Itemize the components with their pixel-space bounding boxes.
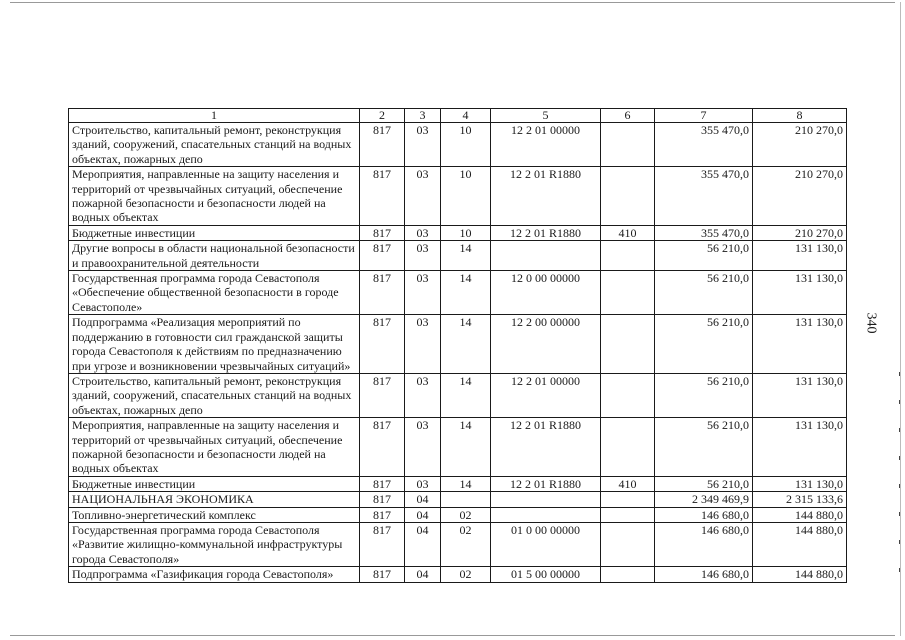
cell-amount-year2: 131 130,0	[753, 418, 847, 477]
cell-amount-year2: 131 130,0	[753, 271, 847, 315]
column-header: 4	[441, 109, 491, 123]
cell-amount-year2: 210 270,0	[753, 123, 847, 167]
cell-expense-type	[601, 567, 655, 582]
cell-ministry-code: 817	[360, 225, 405, 240]
cell-target-article: 12 2 01 R1880	[491, 225, 601, 240]
cell-section: 04	[405, 522, 441, 566]
cell-target-article	[491, 241, 601, 271]
cell-section: 04	[405, 507, 441, 522]
cell-amount-year2: 210 270,0	[753, 225, 847, 240]
cell-name: Подпрограмма «Газификация города Севастополя»	[69, 567, 360, 582]
cell-expense-type	[601, 241, 655, 271]
cell-expense-type	[601, 271, 655, 315]
cell-amount-year2: 131 130,0	[753, 241, 847, 271]
cell-amount-year1: 146 680,0	[655, 567, 753, 582]
cell-subsection: 14	[441, 271, 491, 315]
cell-expense-type: 410	[601, 476, 655, 491]
cell-amount-year2: 131 130,0	[753, 476, 847, 491]
page-number: 340	[863, 312, 879, 334]
cell-target-article	[491, 507, 601, 522]
cell-section: 03	[405, 476, 441, 491]
cell-amount-year1: 146 680,0	[655, 507, 753, 522]
cell-ministry-code: 817	[360, 522, 405, 566]
scan-mark	[899, 484, 900, 488]
cell-subsection: 10	[441, 225, 491, 240]
scan-edge-right	[900, 2, 901, 636]
cell-name: Строительство, капитальный ремонт, реконструкция зданий, сооружений, спасательных станций на водных объектах, пожарных депо	[69, 123, 360, 167]
cell-subsection: 14	[441, 476, 491, 491]
cell-expense-type	[601, 418, 655, 477]
scan-edge-bottom	[10, 635, 895, 636]
cell-target-article: 12 2 01 00000	[491, 373, 601, 417]
budget-table	[68, 108, 847, 583]
cell-amount-year1: 56 210,0	[655, 271, 753, 315]
cell-expense-type	[601, 492, 655, 507]
cell-target-article: 12 2 01 R1880	[491, 418, 601, 477]
scan-mark	[899, 456, 900, 460]
cell-ministry-code: 817	[360, 567, 405, 582]
cell-amount-year1: 56 210,0	[655, 476, 753, 491]
cell-name: Мероприятия, направленные на защиту населения и территорий от чрезвычайных ситуаций, обеспечение пожарной безопасности и безопасности людей на водных объектах	[69, 418, 360, 477]
scan-mark	[899, 512, 900, 516]
cell-amount-year1: 56 210,0	[655, 418, 753, 477]
cell-amount-year1: 355 470,0	[655, 123, 753, 167]
cell-ministry-code: 817	[360, 315, 405, 374]
cell-ministry-code: 817	[360, 476, 405, 491]
cell-amount-year2: 210 270,0	[753, 167, 847, 226]
cell-subsection	[441, 492, 491, 507]
cell-ministry-code: 817	[360, 167, 405, 226]
cell-section: 04	[405, 492, 441, 507]
cell-amount-year1: 56 210,0	[655, 241, 753, 271]
cell-section: 03	[405, 315, 441, 374]
cell-section: 03	[405, 373, 441, 417]
cell-amount-year2: 131 130,0	[753, 373, 847, 417]
cell-ministry-code: 817	[360, 418, 405, 477]
scan-edge-top	[10, 2, 895, 3]
scan-mark	[899, 400, 900, 404]
table-row	[69, 315, 847, 374]
cell-subsection: 14	[441, 241, 491, 271]
cell-ministry-code: 817	[360, 241, 405, 271]
table-row	[69, 123, 847, 167]
cell-subsection: 14	[441, 373, 491, 417]
table-row	[69, 492, 847, 507]
cell-name: Мероприятия, направленные на защиту населения и территорий от чрезвычайных ситуаций, обеспечение пожарной безопасности и безопасности людей на водных объектах	[69, 167, 360, 226]
cell-amount-year2: 2 315 133,6	[753, 492, 847, 507]
column-header: 6	[601, 109, 655, 123]
cell-target-article: 01 5 00 00000	[491, 567, 601, 582]
cell-subsection: 10	[441, 123, 491, 167]
cell-subsection: 14	[441, 315, 491, 374]
column-header: 3	[405, 109, 441, 123]
cell-name: Топливно-энергетический комплекс	[69, 507, 360, 522]
cell-subsection: 02	[441, 522, 491, 566]
cell-section: 03	[405, 123, 441, 167]
cell-target-article: 12 2 01 R1880	[491, 167, 601, 226]
cell-expense-type	[601, 167, 655, 226]
cell-name: Строительство, капитальный ремонт, реконструкция зданий, сооружений, спасательных станций на водных объектах, пожарных депо	[69, 373, 360, 417]
scan-mark	[899, 540, 900, 544]
cell-name: Государственная программа города Севастополя «Обеспечение общественной безопасности в городе Севастополе»	[69, 271, 360, 315]
cell-expense-type	[601, 522, 655, 566]
cell-section: 03	[405, 225, 441, 240]
cell-amount-year2: 144 880,0	[753, 567, 847, 582]
column-header: 2	[360, 109, 405, 123]
cell-target-article: 12 2 00 00000	[491, 315, 601, 374]
cell-subsection: 02	[441, 567, 491, 582]
table-row	[69, 225, 847, 240]
table-row	[69, 522, 847, 566]
cell-target-article: 01 0 00 00000	[491, 522, 601, 566]
cell-subsection: 10	[441, 167, 491, 226]
cell-expense-type	[601, 373, 655, 417]
cell-ministry-code: 817	[360, 507, 405, 522]
cell-ministry-code: 817	[360, 492, 405, 507]
column-header: 8	[753, 109, 847, 123]
cell-target-article: 12 0 00 00000	[491, 271, 601, 315]
cell-name: НАЦИОНАЛЬНАЯ ЭКОНОМИКА	[69, 492, 360, 507]
table-row	[69, 476, 847, 491]
cell-amount-year1: 56 210,0	[655, 373, 753, 417]
table-row	[69, 271, 847, 315]
cell-name: Подпрограмма «Реализация мероприятий по поддержанию в готовности сил гражданской защиты города Севастополя к действиям по предназначению при угрозе и возникновении чрезвычайных ситуаций»	[69, 315, 360, 374]
cell-amount-year2: 131 130,0	[753, 315, 847, 374]
cell-section: 03	[405, 241, 441, 271]
cell-expense-type	[601, 507, 655, 522]
cell-expense-type	[601, 315, 655, 374]
scan-mark	[899, 372, 900, 376]
cell-amount-year1: 355 470,0	[655, 167, 753, 226]
cell-section: 03	[405, 418, 441, 477]
column-header: 1	[69, 109, 360, 123]
cell-amount-year1: 355 470,0	[655, 225, 753, 240]
cell-target-article	[491, 492, 601, 507]
scan-mark	[899, 568, 900, 572]
cell-name: Другие вопросы в области национальной безопасности и правоохранительной деятельности	[69, 241, 360, 271]
cell-name: Бюджетные инвестиции	[69, 225, 360, 240]
cell-subsection: 14	[441, 418, 491, 477]
cell-section: 03	[405, 271, 441, 315]
header-row	[69, 109, 847, 123]
table-row	[69, 418, 847, 477]
cell-expense-type: 410	[601, 225, 655, 240]
column-header: 7	[655, 109, 753, 123]
cell-section: 03	[405, 167, 441, 226]
cell-amount-year1: 56 210,0	[655, 315, 753, 374]
column-header: 5	[491, 109, 601, 123]
table-row	[69, 241, 847, 271]
cell-target-article: 12 2 01 00000	[491, 123, 601, 167]
cell-amount-year2: 144 880,0	[753, 522, 847, 566]
cell-section: 04	[405, 567, 441, 582]
cell-subsection: 02	[441, 507, 491, 522]
cell-amount-year1: 146 680,0	[655, 522, 753, 566]
cell-ministry-code: 817	[360, 373, 405, 417]
cell-name: Бюджетные инвестиции	[69, 476, 360, 491]
table-row	[69, 567, 847, 582]
cell-ministry-code: 817	[360, 123, 405, 167]
table-row	[69, 373, 847, 417]
table-row	[69, 507, 847, 522]
cell-amount-year2: 144 880,0	[753, 507, 847, 522]
table-row	[69, 167, 847, 226]
scan-mark	[899, 428, 900, 432]
cell-amount-year1: 2 349 469,9	[655, 492, 753, 507]
cell-target-article: 12 2 01 R1880	[491, 476, 601, 491]
cell-expense-type	[601, 123, 655, 167]
cell-ministry-code: 817	[360, 271, 405, 315]
cell-name: Государственная программа города Севастополя «Развитие жилищно-коммунальной инфраструктуры города Севастополя»	[69, 522, 360, 566]
